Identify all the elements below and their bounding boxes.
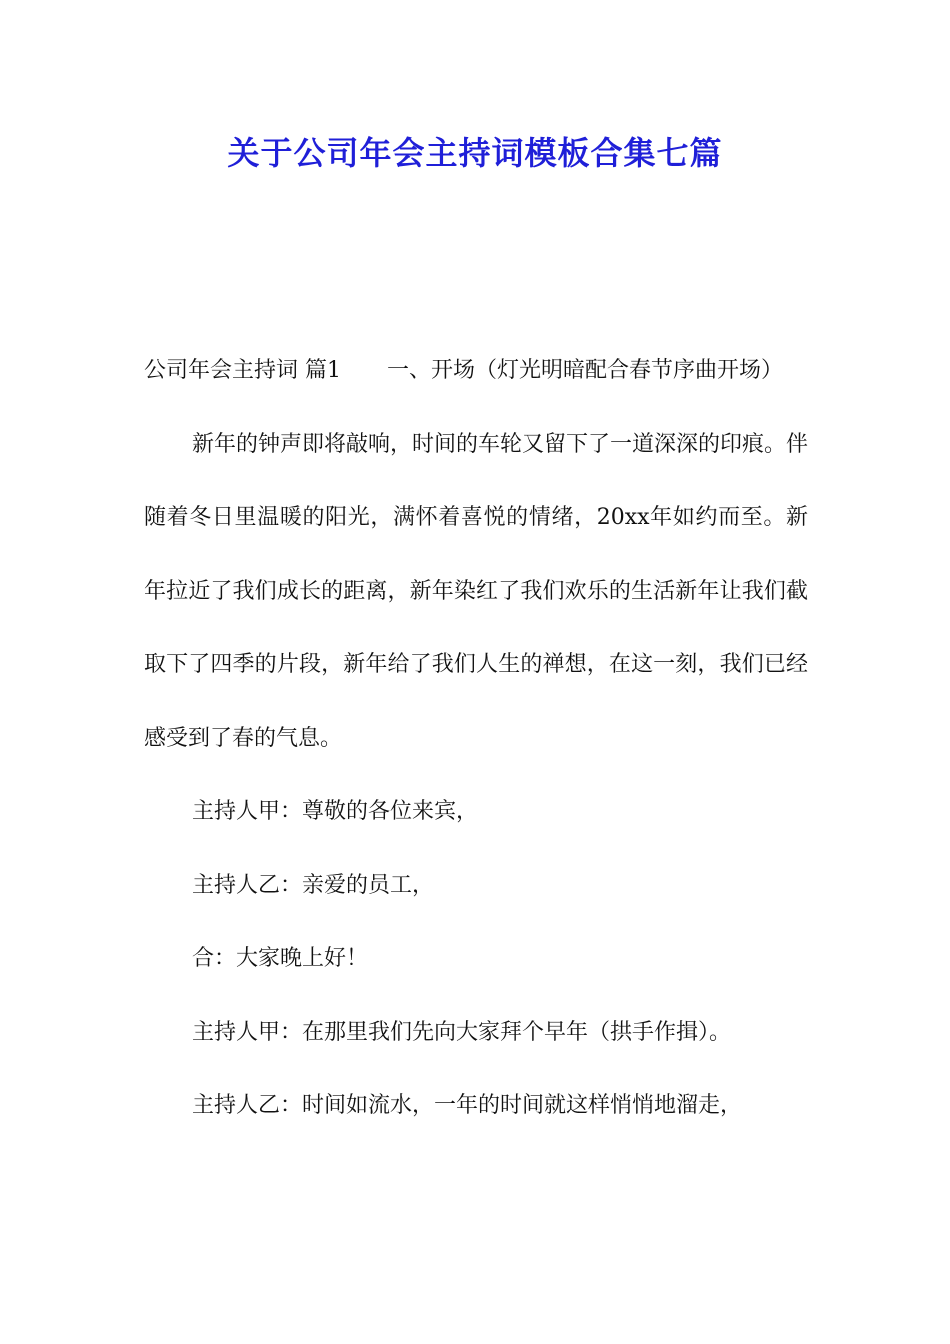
section-label: 公司年会主持词 篇1 (144, 358, 341, 383)
dialogue-line-host-b-time: 主持人乙：时间如流水，一年的时间就这样悄悄地溜走， (192, 1093, 743, 1118)
dialogue-line-host-a-new-year: 主持人甲：在那里我们先向大家拜个早年（拱手作揖）。 (192, 1019, 732, 1045)
section-intro: 一、开场（灯光明暗配合春节序曲开场） (387, 358, 784, 383)
document-title: 关于公司年会主持词模板合集七篇 (227, 134, 723, 172)
document-body (144, 334, 808, 1143)
opening-paragraph: 新年的钟声即将敲响，时间的车轮又留下了一道深深的印痕。伴随着冬日里温暖的阳光，满怀着喜悦的情绪，20xx年如约而至。新年拉近了我们成长的距离，新年染红了我们欢乐的生活新年让我们截取下了四季的片段，新年给了我们人生的禅想，在这一刻，我们已经感受到了春的气息。 (144, 431, 809, 751)
dialogue-line-together: 合：大家晚上好！ (192, 946, 369, 971)
dialogue-line-host-b-greeting: 主持人乙：亲爱的员工， (192, 872, 435, 898)
section-heading-paragraph (144, 334, 808, 408)
dialogue-line-host-a-greeting: 主持人甲：尊敬的各位来宾， (192, 799, 479, 824)
